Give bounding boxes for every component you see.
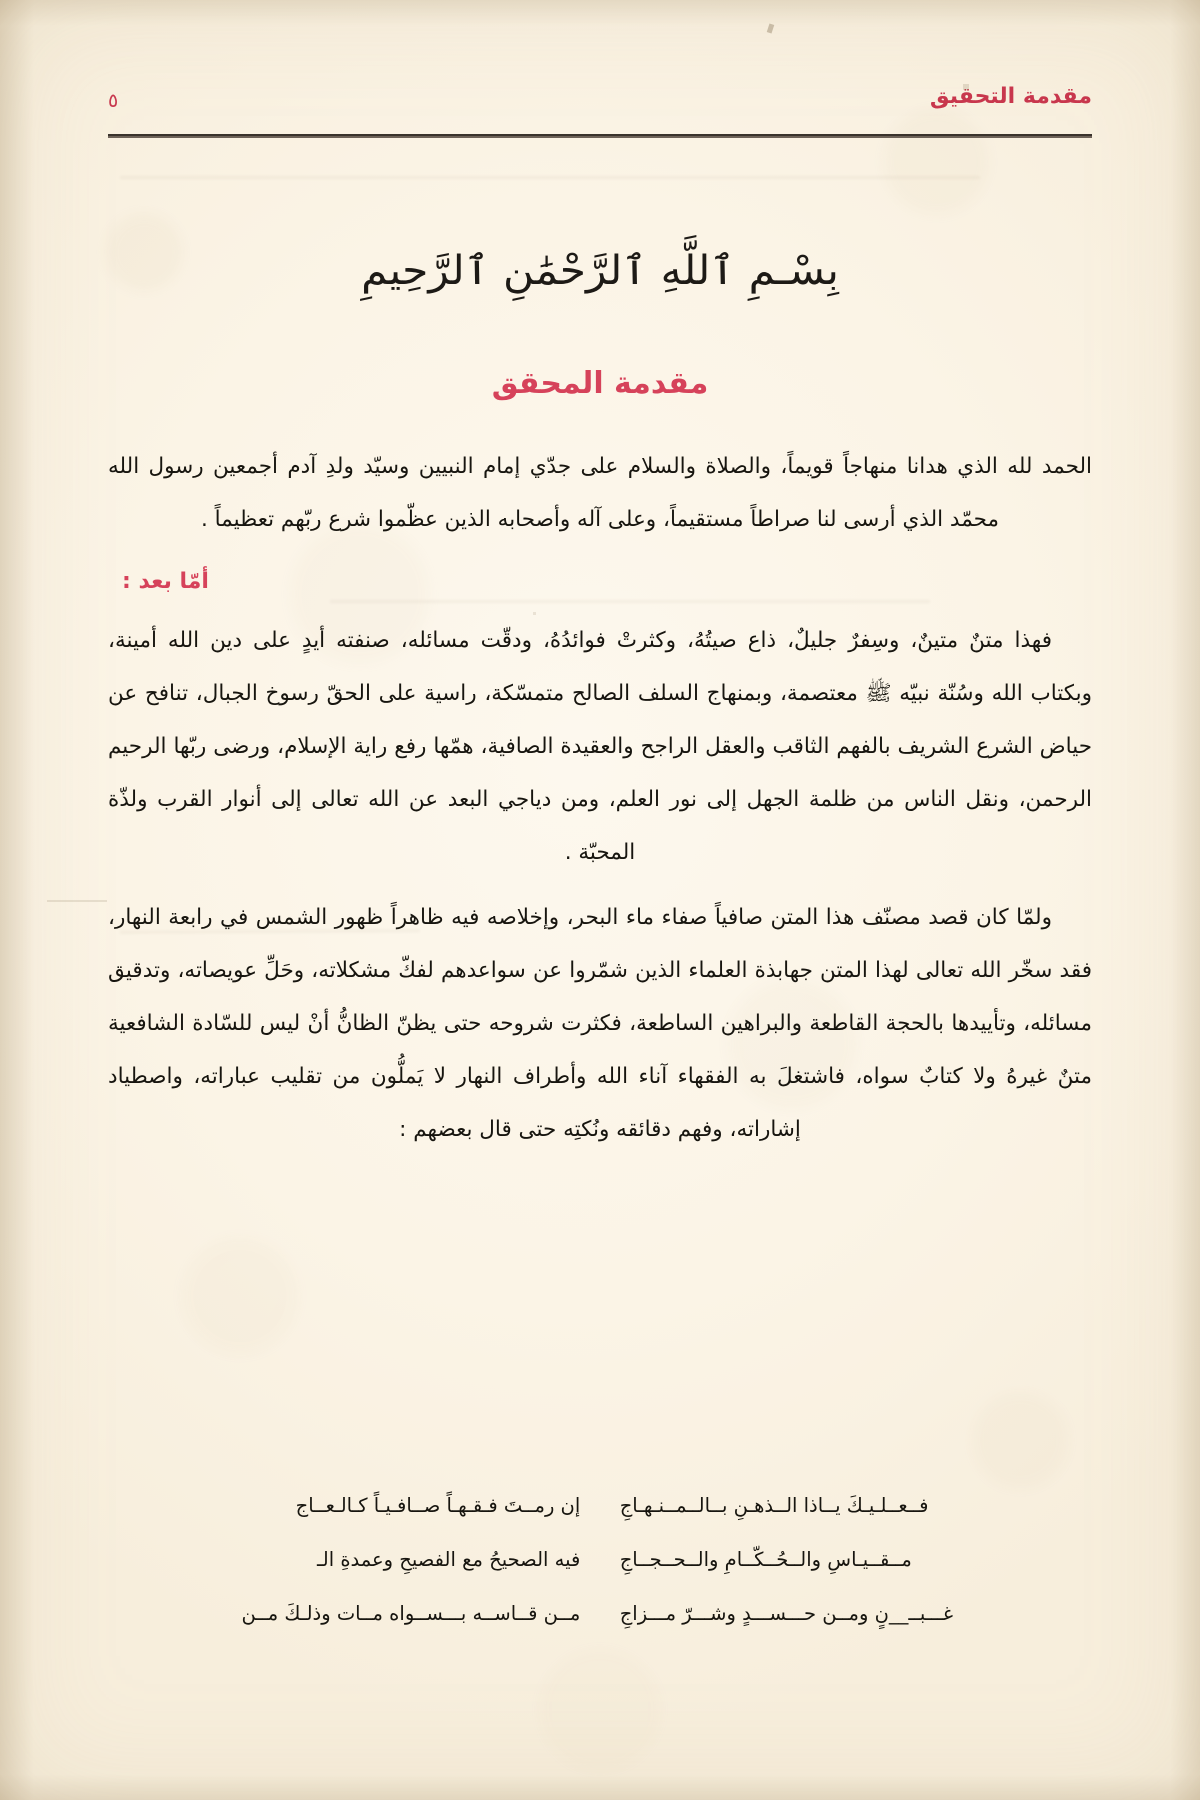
running-header (108, 84, 1092, 128)
running-header-title: مقدمة التحقيق (929, 84, 1092, 109)
page-edge-shadow-bottom (0, 1774, 1200, 1800)
paragraph-two: فهذا متنٌ متينٌ، وسِفرٌ جليلٌ، ذاع صيتُهُ، وكثرتْ فوائدُهُ، ودقّت مسائله، صنفته أيدٍ على دين الله أمينة، وبكتاب الله وسُنّة نبيّه ﷺ معتصمة، وبمنهاج السلف الصالح متمسّكة، راسية على الحقّ رسوخ الجبال، تنافح عن حياض الشرع الشريف بالفهم الثاقب والعقل الراجح والعقيدة الصافية، همّها رفع راية الإسلام، ورضى ربّها الرحيم الرحمن، ونقل الناس من ظلمة الجهل إلى نور العلم، ومن دياجي البعد عن الله تعالى إلى أنوار القرب ولذّة المحبّة . (108, 628, 1092, 865)
body-text-block (108, 440, 1092, 1168)
scan-speck (47, 900, 107, 902)
header-divider-rule (108, 134, 1092, 138)
verse-row (108, 1540, 1092, 1580)
scan-speck (767, 23, 775, 33)
verse-first-hemistich: مــن قــاســه بـــســواه مــات وذلـكَ مــن (241, 1602, 581, 1625)
page-number: ٥ (108, 90, 119, 112)
verse-row (108, 1486, 1092, 1526)
poetry-block (108, 1486, 1092, 1648)
verse-second-hemistich: مــقــيـاسِ والــحُــكّــامِ والــحــجــاجِ (619, 1548, 912, 1571)
paragraph-three: ولمّا كان قصد مصنّف هذا المتن صافياً صفاء ماء البحر، وإخلاصه فيه ظاهراً ظهور الشمس في رابعة النهار، فقد سخّر الله تعالى لهذا المتن جهابذة العلماء الذين شمّروا عن سواعدهم لفكّ مشكلاته، وحَلِّ عويصاته، وتدقيق مسائله، وتأييدها بالحجة القاطعة والبراهين الساطعة، فكثرت شروحه حتى يظنّ الظانُّ أنْ ليس للسّادة الشافعية متنٌ غيرهُ ولا كتابٌ سواه، فاشتغلَ به الفقهاء آناء الله وأطراف النهار لا يَملُّون من تقليب عباراته، واصطياد إشاراته، وفهم دقائقه ونُكتِه حتى قال بعضهم : (108, 905, 1092, 1142)
verse-first-hemistich: فيه الصحيحُ مع الفصيحِ وعمدةِ الـ (317, 1548, 581, 1571)
verse-first-hemistich: إن رمــتَ فـقـهـاً صــافـيـاً كـالـعــاج (295, 1494, 581, 1517)
page-edge-shadow-top (0, 0, 1200, 26)
section-heading: مقدمة المحقق (491, 366, 709, 401)
basmala-calligraphy: بِسْـمِ ٱللَّهِ ٱلرَّحْمَٰنِ ٱلرَّحِيمِ (361, 248, 839, 294)
paragraph-hamdala: الحمد لله الذي هدانا منهاجاً قويماً، والصلاة والسلام على جدّي إمام النبيين وسيّد ولدِ آدم أجمعين رسول الله محمّد الذي أرسى لنا صراطاً مستقيماً، وعلى آله وأصحابه الذين عظّموا شرع ربّهم تعظيماً . (108, 454, 1092, 532)
verse-row (108, 1594, 1092, 1634)
amma-baad-phrase: أمّا بعد : (122, 569, 209, 594)
verse-second-hemistich: فــعــلـيـكَ يــاذا الــذهـنِ بــالــمــنـهـاجِ (619, 1494, 929, 1517)
verse-second-hemistich: غـــبــ__نٍ ومــن حـــســـدٍ وشـــرّ مـــزاجِ (619, 1602, 954, 1625)
